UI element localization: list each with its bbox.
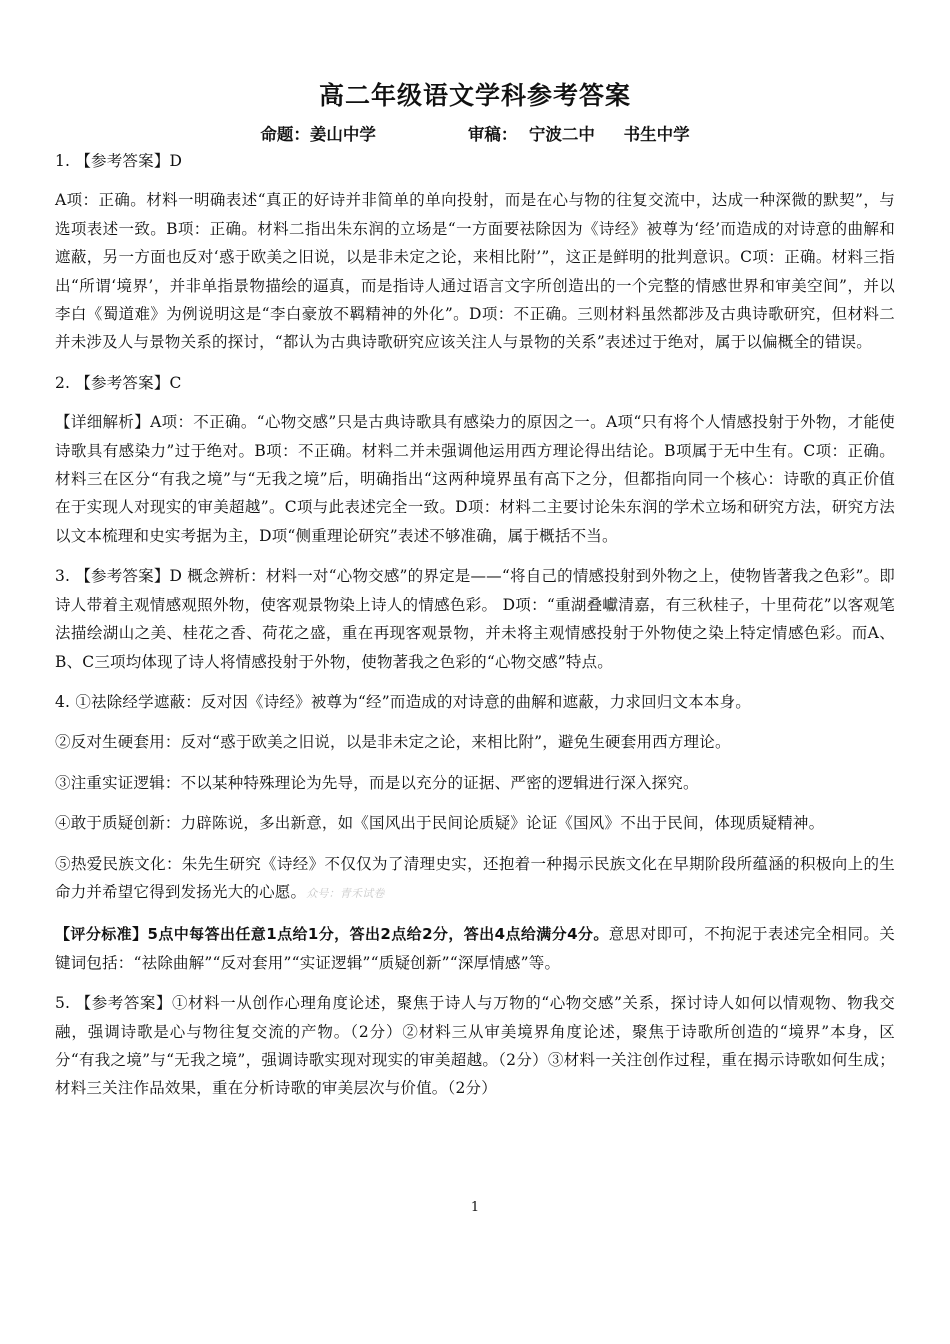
- page-number: 1: [470, 1200, 480, 1215]
- q2-body: 【详细解析】A项：不正确。“心物交感”只是古典诗歌具有感染力的原因之一。A项“只有将个人情感投射于外物，才能使诗歌具有感染力”过于绝对。B项：不正确。材料二并未强调他运用西方理论得出结论。B项属于无中生有。C项：正确。材料三在区分“有我之境”与“无我之境”后，明确指出“这两种境界虽有高下之分，但都指向同一个核心：诗歌的真正价值在于实现人对现实的审美超越”。C项与此表述完全一致。D项：材料二主要讨论朱东润的学术立场和研究方法，研究方法以文本梳理和史实考据为主，D项“侧重理论研究”表述不够准确，属于概括不当。: [55, 413, 895, 545]
- q1-head: 1. 【参考答案】D: [55, 152, 183, 170]
- answer-content: [55, 147, 895, 1103]
- q4-scoring: [55, 920, 895, 977]
- q4-point-4: ④敢于质疑创新：力辟陈说，多出新意，如《国风出于民间论质疑》论证《国风》不出于民间，体现质疑精神。: [55, 814, 825, 833]
- q4-point-5-text: ⑤热爱民族文化：朱先生研究《诗经》不仅仅为了清理史实，还抱着一种揭示民族文化在早期阶段所蕴涵的积极向上的生命力并希望它得到发扬光大的心愿。: [55, 854, 895, 901]
- q2-head: 2. 【参考答案】C: [55, 373, 182, 392]
- q4-scoring-bold: 【评分标准】5点中每答出任意1点给1分，答出2点给2分，答出4点给满分4分。: [55, 925, 609, 944]
- q1-body: A项：正确。材料一明确表述“真正的好诗并非简单的单向投射，而是在心与物的往复交流中，达成一种深微的默契”，与选项表述一致。B项：正确。材料二指出朱东润的立场是“一方面要祛除因为《诗经》被尊为‘经’而造成的对诗意的曲解和遮蔽，另一方面也反对‘惑于欧美之旧说，以是非未定之论，来相比附’”，这正是鲜明的批判意识。C项：正确。材料三指出“所谓‘境界’，并非单指景物描绘的逼真，而是指诗人通过语言文字所创造出的一个完整的情感世界和审美空间”，并以李白《蜀道难》为例说明这是“李白豪放不羁精神的外化”。D项：不正确。三则材料虽然都涉及古典诗歌研究，但材料二并未涉及人与景物关系的探讨，“都认为古典诗歌研究应该关注人与景物的关系”表述过于绝对，属于以偏概全的错误。: [55, 191, 895, 352]
- q4-scoring-rest: 意思对即可，不拘泥于表述完全相同。关键词包括：“祛除曲解”“反对套用”“实证逻辑”“质疑创新”“深厚情感”等。: [55, 925, 895, 972]
- watermark-text: 众号：青禾试卷: [306, 886, 385, 900]
- mingti-label: 命题：: [260, 125, 310, 144]
- page-title: 高二年级语文学科参考答案: [318, 81, 631, 110]
- q4-point-5: [55, 850, 895, 909]
- q4-point-3: ③注重实证逻辑：不以某种特殊理论为先导，而是以充分的证据、严密的逻辑进行深入探究。: [55, 773, 699, 792]
- q4-point-1: 4. ①祛除经学遮蔽：反对因《诗经》被尊为“经”而造成的对诗意的曲解和遮蔽，力求回归文本本身。: [55, 692, 751, 711]
- q3-body: 3. 【参考答案】D 概念辨析：材料一对“心物交感”的界定是——“将自己的情感投射到外物之上，使物皆著我之色彩”。即诗人带着主观情感观照外物，使客观景物染上诗人的情感色彩。 D项：“重湖叠巘清嘉，有三秋桂子，十里荷花”以客观笔法描绘湖山之美、桂花之香、荷花之盛，重在再现客观景物，并未将主观情感投射于外物使之染上特定情感色彩。而A、B、C三项均体现了诗人将情感投射于外物，使物著我之色彩的“心物交感”特点。: [55, 567, 895, 671]
- mingti-value: 姜山中学: [309, 125, 376, 144]
- author-line: [0, 121, 950, 145]
- shengao-value-2: 书生中学: [623, 125, 690, 144]
- shengao-label: 审稿：: [467, 125, 518, 144]
- shengao-value-1: 宁波二中: [528, 125, 595, 144]
- q5-body: 5. 【参考答案】①材料一从创作心理角度论述，聚焦于诗人与万物的“心物交感”关系，探讨诗人如何以情观物、物我交融，强调诗歌是心与物往复交流的产物。（2分）②材料三从审美境界角度论述，聚焦于诗歌所创造的“境界”本身，区分“有我之境”与“无我之境”，强调诗歌实现对现实的审美超越。（2分）③材料一关注创作过程，重在揭示诗歌如何生成；材料三关注作品效果，重在分析诗歌的审美层次与价值。（2分）: [55, 994, 895, 1098]
- q4-point-2: ②反对生硬套用：反对“惑于欧美之旧说，以是非未定之论，来相比附”，避免生硬套用西方理论。: [55, 733, 731, 752]
